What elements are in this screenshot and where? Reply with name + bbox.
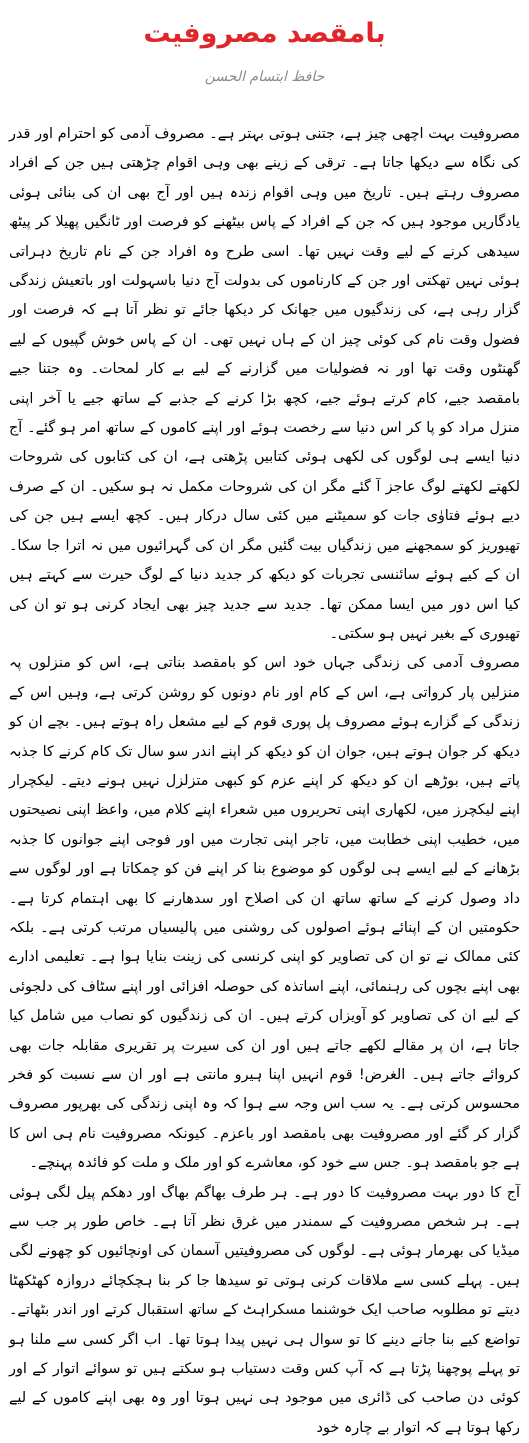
article-paragraph: آج کا دور بہت مصروفیت کا دور ہے۔ ہر طرف بھاگم بھاگ اور دھکم پیل لگی ہوئی ہے۔ ہر شخص مصروفیت کے سمندر میں غرق نظر آتا ہے۔ خاص طور پر جب سے میڈیا کی بھرمار ہوئی ہے۔ لوگوں کی مصروفیتیں آسمان کی اونچائیوں کو چھونے لگی ہیں۔ پہلے کسی سے ملاقات کرنی ہوتی تو سیدھا جا کر بنا ہچکچائے دروازہ کھٹکھٹا دیتے تو مطلوبہ صاحب ایک خوشنما مسکراہٹ کے ساتھ استقبال کرتے اور اندر بٹھاتے۔ تواضع کیے بنا جانے دینے کا تو سوال ہی نہیں پیدا ہوتا تھا۔ اب اگر کسی سے ملنا ہو تو پہلے پوچھنا پڑتا ہے کہ آپ کس وقت دستیاب ہو سکتے ہیں تو سوائے اتوار کے اور کوئی دن صاحب کی ڈائری میں موجود ہی نہیں ہوتا اور وہ بھی اپنے کاموں کے لیے رکھا ہوتا ہے کہ اتوار بے چارہ خود [9,1184,520,1436]
article-author: حافظ ابتسام الحسن [204,69,325,85]
article-title: بامقصد مصروفیت [143,18,386,49]
article-body [9,120,520,1443]
article-paragraph: مصروف آدمی کی زندگی جہاں خود اس کو بامقصد بناتی ہے، اس کو منزلوں پہ منزلیں پار کرواتی ہے، اس کے کام اور نام دونوں کو روشن کرتی ہے، وہیں اس کے زندگی کے گزارے ہوئے مصروف پل پوری قوم کے لیے مشعل راہ ہوتے ہیں۔ بچے ان کو دیکھ کر جوان ہوتے ہیں، جوان ان کو دیکھ کر اپنے اندر سو سال تک کام کرنے کا جذبہ پاتے ہیں، بوڑھے ان کو دیکھ کر اپنے عزم کو کبھی متزلزل نہیں ہونے دیتے۔ لیکچرار اپنے لیکچرز میں، لکھاری اپنی تحریروں میں شعراء اپنے کلام میں، واعظ اپنی نصیحتوں میں، خطیب اپنی خطابت میں، تاجر اپنی تجارت میں اور فوجی اپنے جوانوں کا جذبہ بڑھانے کے لیے ایسے ہی لوگوں کو موضوع بنا کر اپنے فن کو چمکاتا ہے اور لوگوں سے داد وصول کرنے کے ساتھ ساتھ ان کی اصلاح اور سدھارنے کا بھی اہتمام کرتا ہے۔ حکومتیں ان کے اپنائے ہوئے اصولوں کی روشنی میں پالیسیاں مرتب کرتی ہے۔ بلکہ کئی ممالک نے تو ان کی تصاویر کو اپنی کرنسی کی زینت بنایا ہوا ہے۔ تعلیمی ادارے بھی اپنے بچوں کی رہنمائی، اپنے اساتذہ کی حوصلہ افزائی اور اپنے سٹاف کی دلجوئی کے لیے ان کی تصاویر کو آویزاں کرتے ہیں۔ ان کی زندگیوں کو نصاب میں شامل کیا جاتا ہے، ان پر مقالے لکھے جاتے ہیں اور ان کی سیرت پر تقریری مقابلہ جات بھی کروائے جاتے ہیں۔ الغرض! قوم انہیں اپنا ہیرو مانتی ہے اور ان سے نسبت کو فخر محسوس کرتی ہے۔ یہ سب اس وجہ سے ہوا کہ وہ اپنی زندگی کی بھرپور مصروف گزار کر گئے اور مصروفیت بھی بامقصد اور باعزم۔ کیونکہ مصروفیت نام ہی اس کا ہے جو بامقصد ہو۔ جس سے خود کو، معاشرے کو اور ملک و ملت کو فائدہ پہنچے۔ [9,655,520,1172]
article-paragraph: مصروفیت بہت اچھی چیز ہے، جتنی ہوتی بہتر ہے۔ مصروف آدمی کو احترام اور قدر کی نگاہ سے دیکھا جاتا ہے۔ ترقی کے زینے بھی وہی اقوام چڑھتی ہیں جن کے افراد مصروف رہتے ہیں۔ تاریخ میں وہی اقوام زندہ ہیں اور آج بھی ان کی بنائی ہوئی یادگاریں موجود ہیں کہ جن کے افراد کے پاس بیٹھنے کو فرصت اور ٹانگیں پھیلا کر پیٹھ سیدھی کرنے کے لیے وقت نہیں تھا۔ اسی طرح وہ افراد جن کے نام تاریخ دہراتی ہوئی نہیں تھکتی اور جن کے کارناموں کی بدولت آج دنیا باسہولت اور باتعیش زندگی گزار رہی ہے، کی زندگیوں میں جھانک کر دیکھا جائے تو نظر آتا ہے کہ فرصت اور فضول وقت نام کی کوئی چیز ان کے ہاں نہیں تھی۔ ان کے پاس خوش گپیوں کے لیے گھنٹوں وقت تھا اور نہ فضولیات میں گزارنے کے لیے بے کار لمحات۔ وہ جتنا جیے بامقصد جیے، کام کرتے ہوئے جیے، کچھ بڑا کرنے کے جذبے کے ساتھ جیے یا آخر اپنی منزل مراد کو پا کر اس دنیا سے رخصت ہوئے اور اپنے کاموں کے ساتھ امر ہو گئے۔ آج دنیا ایسے ہی لوگوں کی لکھی ہوئی کتابیں پڑھتی ہے، ان کی کتابوں کی شروحات لکھتے لکھتے لوگ عاجز آ گئے مگر ان کی شروحات مکمل نہ ہو سکیں۔ ان کے صرف دیے ہوئے فتاوٰی جات کو سمیٹنے میں کئی سال درکار ہیں۔ کچھ ایسے ہیں جن کی تھیوریز کو سمجھنے میں زندگیاں بیت گئیں مگر ان کی گہرائیوں میں نہ اترا جا سکا۔ ان کے کیے ہوئے سائنسی تجربات کو دیکھ کر جدید دنیا کے لوگ حیرت سے کہتے ہیں کیا اس دور میں ایسا ممکن تھا۔ جدید سے جدید چیز بھی ایجاد کرنی ہو تو ان کی تھیوری کے بغیر نہیں ہو سکتی۔ [9,126,520,642]
